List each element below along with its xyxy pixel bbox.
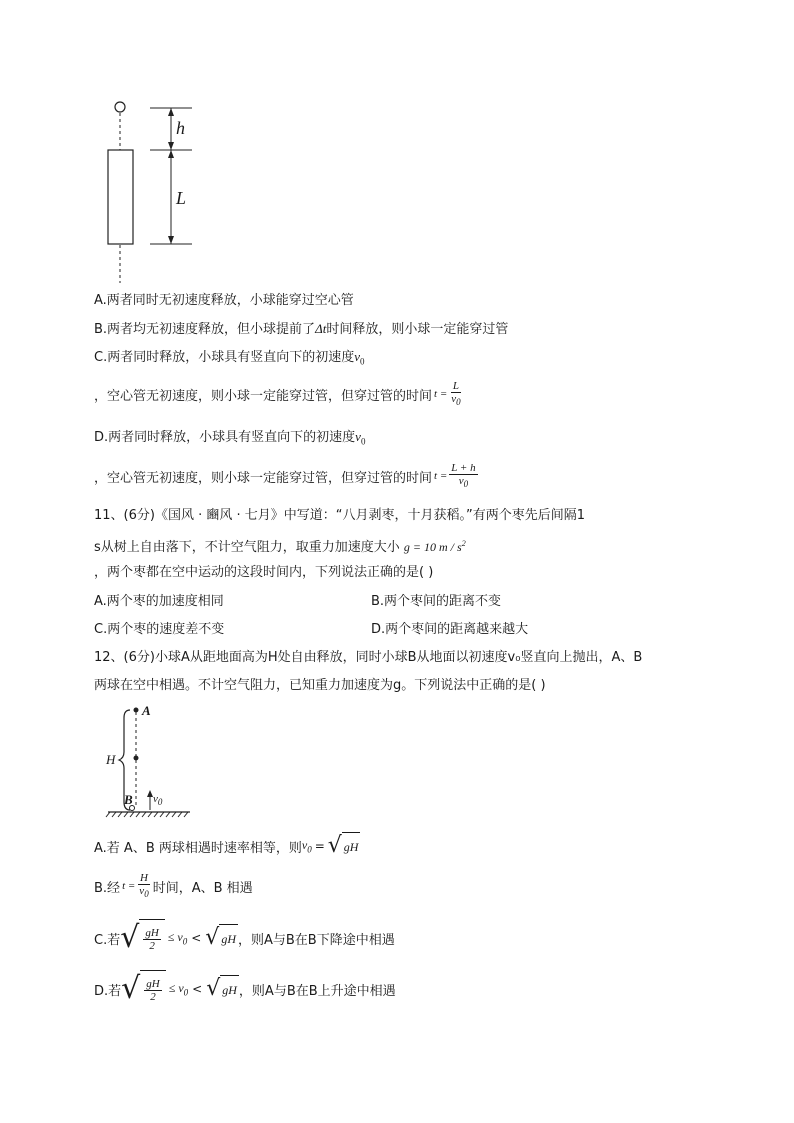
q10-option-d-cont: ，空心管无初速度，则小球一定能穿过管，但穿过管的时间 t = $\frac{L + h}{v_0}$ (94, 461, 476, 490)
q11-stem-line2: s从树上自由落下，不计空气阻力，取重力加速度大小 g = 10 m / $s^2$ (94, 539, 466, 555)
fraction-L-over-v0: $\frac{L}{v_0}$ (451, 379, 461, 408)
q11-option-d: D.两个枣间的距离越来越大 (371, 622, 529, 637)
tube-figure (100, 95, 210, 285)
q12-stem-line1: 12、(6分)小球A从距地面高为H处自由释放，同时小球B从地面以初速度v₀竖直向上抛出，A、B (94, 650, 643, 665)
label-L: L (176, 188, 187, 208)
q11-stem-line1: 11、(6分)《国风 · 豳风 · 七月》中写道：“八月剥枣，十月获稻。”有两个枣先后间隔1 (94, 508, 585, 523)
q10-option-d: D.两者同时释放，小球具有竖直向下的初速度$v_0$ (94, 429, 366, 447)
q12-option-d: D.若 √ $\frac{gH}{2}$ ≤ $v_0$ < √ gH ，则A与B在B上升途中相遇 (94, 971, 396, 1006)
fig-label-v0: $v_0$ (153, 793, 163, 808)
q11-option-c: C.两个枣的速度差不变 (94, 622, 225, 637)
fig-label-H: H (106, 752, 116, 767)
fraction-Lh-over-v0: $\frac{L + h}{v_0}$ (451, 461, 476, 490)
q12-option-a: A.若 A、B 两球相遇时速率相等，则 $v_0$ = √ gH (94, 833, 359, 858)
sqrt-gH-over-2: √ $\frac{gH}{2}$ (120, 919, 165, 957)
q10-option-a: A.两者同时无初速度释放，小球能穿过空心管 (94, 293, 354, 308)
fig-label-A: A (142, 703, 151, 718)
label-h: h (176, 118, 185, 138)
ball-a (134, 708, 139, 713)
fraction-H-over-v0: $\frac{H}{v_0}$ (139, 871, 149, 900)
q10-option-b: B.两者均无初速度释放，但小球提前了Δt时间释放，则小球一定能穿过管 (94, 321, 509, 337)
q11-option-b: B.两个枣间的距离不变 (371, 594, 502, 609)
q12-option-b: B.经 t = $\frac{H}{v_0}$ 时间，A、B 相遇 (94, 871, 253, 900)
q11-option-a: A.两个枣的加速度相同 (94, 594, 224, 609)
ball-mid (134, 756, 139, 761)
q10-option-c-cont: ，空心管无初速度，则小球一定能穿过管，但穿过管的时间 t = $\frac{L}{v_0}$ (94, 379, 461, 408)
q10-option-c: C.两者同时释放，小球具有竖直向下的初速度$v_0$ (94, 349, 365, 367)
q12-option-c: C.若 √ $\frac{gH}{2}$ ≤ $v_0$ < √ gH ，则A与B在B下降途中相遇 (94, 920, 395, 955)
sqrt-gH-over-2: √ $\frac{gH}{2}$ (121, 970, 166, 1008)
q11-stem-line3: ，两个枣都在空中运动的这段时间内，下列说法正确的是( ) (94, 565, 434, 580)
fig-label-B: B (124, 792, 133, 807)
ball-circle (115, 102, 125, 112)
sqrt-gH: √ gH (327, 833, 359, 858)
q12-stem-line2: 两球在空中相遇。不计空气阻力，已知重力加速度为g。下列说法中正确的是( ) (94, 678, 546, 693)
tube-rect (108, 150, 133, 244)
